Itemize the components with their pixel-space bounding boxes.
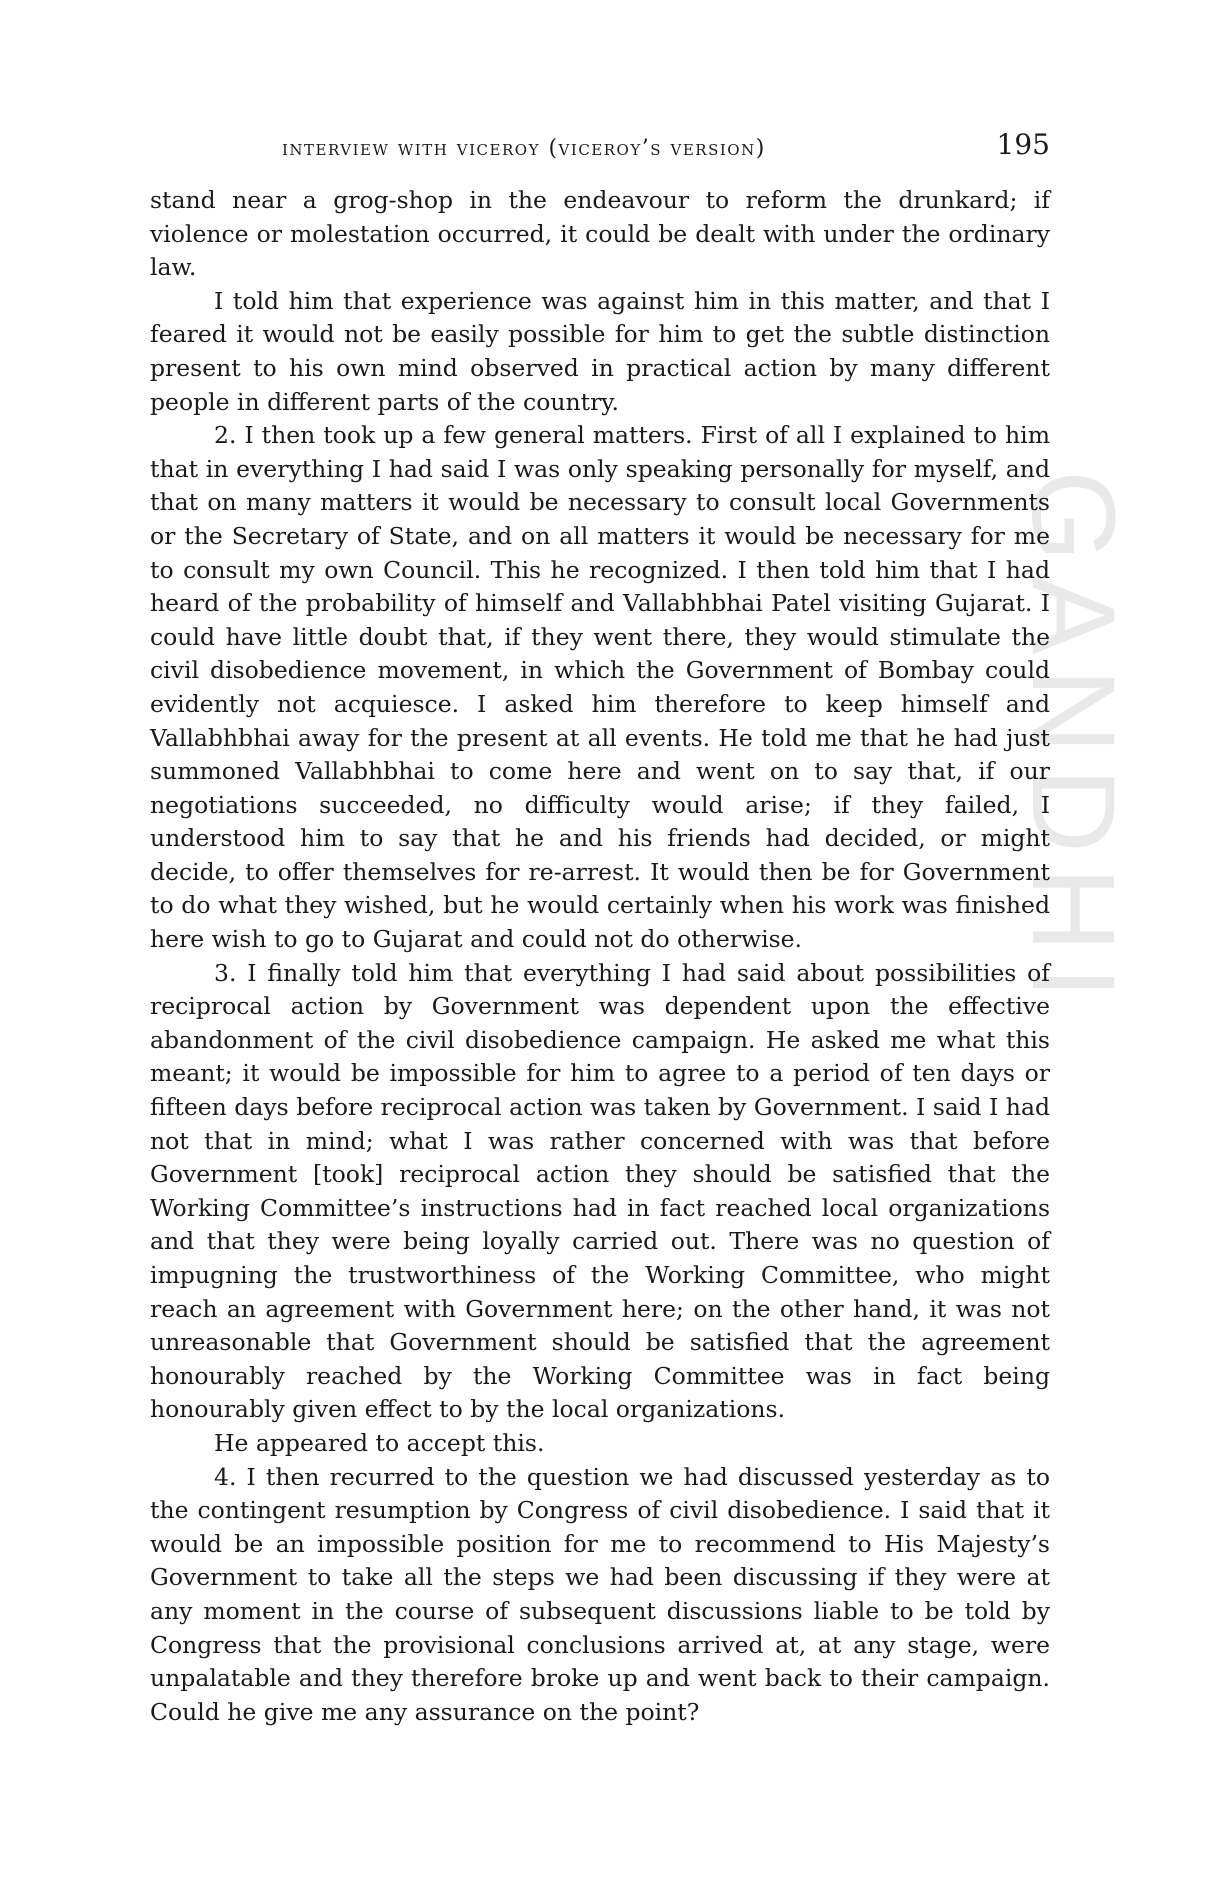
paragraph: He appeared to accept this. — [214, 1428, 545, 1457]
page-number: 195 — [996, 128, 1050, 161]
body-text — [150, 184, 1050, 1729]
paragraph-continuation: stand near a grog-shop in the endeavour to reform the drunkard; if violence or molestation occurred, it could be dealt with under the ordinary law. — [150, 186, 1050, 282]
paragraph-numbered-4: 4. I then recurred to the question we had discussed yesterday as to the contingent resumption by Congress of civil disobedience. I said that it would be an impossible position for me to recommend to His Majesty’s Government to take all the steps we had been discussing if they were at any moment in the course of subsequent discussions liable to be told by Congress that the provisional conclusions arrived at, at any stage, were unpalatable and they therefore broke up and went back to their campaign. Could he give me any assurance on the point? — [150, 1462, 1050, 1726]
running-title: interview with viceroy (viceroy’s version) — [282, 136, 766, 161]
paragraph-numbered-2: 2. I then took up a few general matters. First of all I explained to him that in everything I had said I was only speaking personally for myself, and that on many matters it would be necessary to consult local Governments or the Secretary of State, and on all matters it would be necessary for me to consult my own Council. This he recognized. I then told him that I had heard of the probability of himself and Vallabhbhai Patel visiting Gujarat. I could have little doubt that, if they went there, they would stimulate the civil disobedience movement, in which the Government of Bombay could evidently not acquiesce. I asked him therefore to keep himself and Vallabhbhai away for the present at all events. He told me that he had just summoned Vallabhbhai to come here and went on to say that, if our negotiations succeeded, no difficulty would arise; if they failed, I understood him to say that he and his friends had decided, or might decide, to offer themselves for re-arrest. It would then be for Government to do what they wished, but he would certainly when his work was finished here wish to go to Gujarat and could not do otherwise. — [150, 421, 1050, 954]
running-header — [150, 128, 1050, 168]
paragraph-numbered-3: 3. I finally told him that everything I had said about possibilities of reciprocal action by Government was dependent upon the effective abandonment of the civil disobedience campaign. He asked me what this meant; it would be impossible for him to agree to a period of ten days or fifteen days before reciprocal action was taken by Government. I said I had not that in mind; what I was rather concerned with was that before Government [took] reciprocal action they should be satisfied that the Working Committee’s instructions had in fact reached local organizations and that they were being loyally carried out. There was no question of impugning the trustworthiness of the Working Committee, who might reach an agreement with Government here; on the other hand, it was not unreasonable that Government should be satisfied that the agreement honourably reached by the Working Committee was in fact being honourably given effect to by the local organizations. — [150, 958, 1050, 1424]
watermark-text: GANDHI — [1007, 470, 1139, 1013]
paragraph: I told him that experience was against him in this matter, and that I feared it would not be easily possible for him to get the subtle distinction present to his own mind observed in practical action by many different people in different parts of the country. — [150, 286, 1050, 416]
